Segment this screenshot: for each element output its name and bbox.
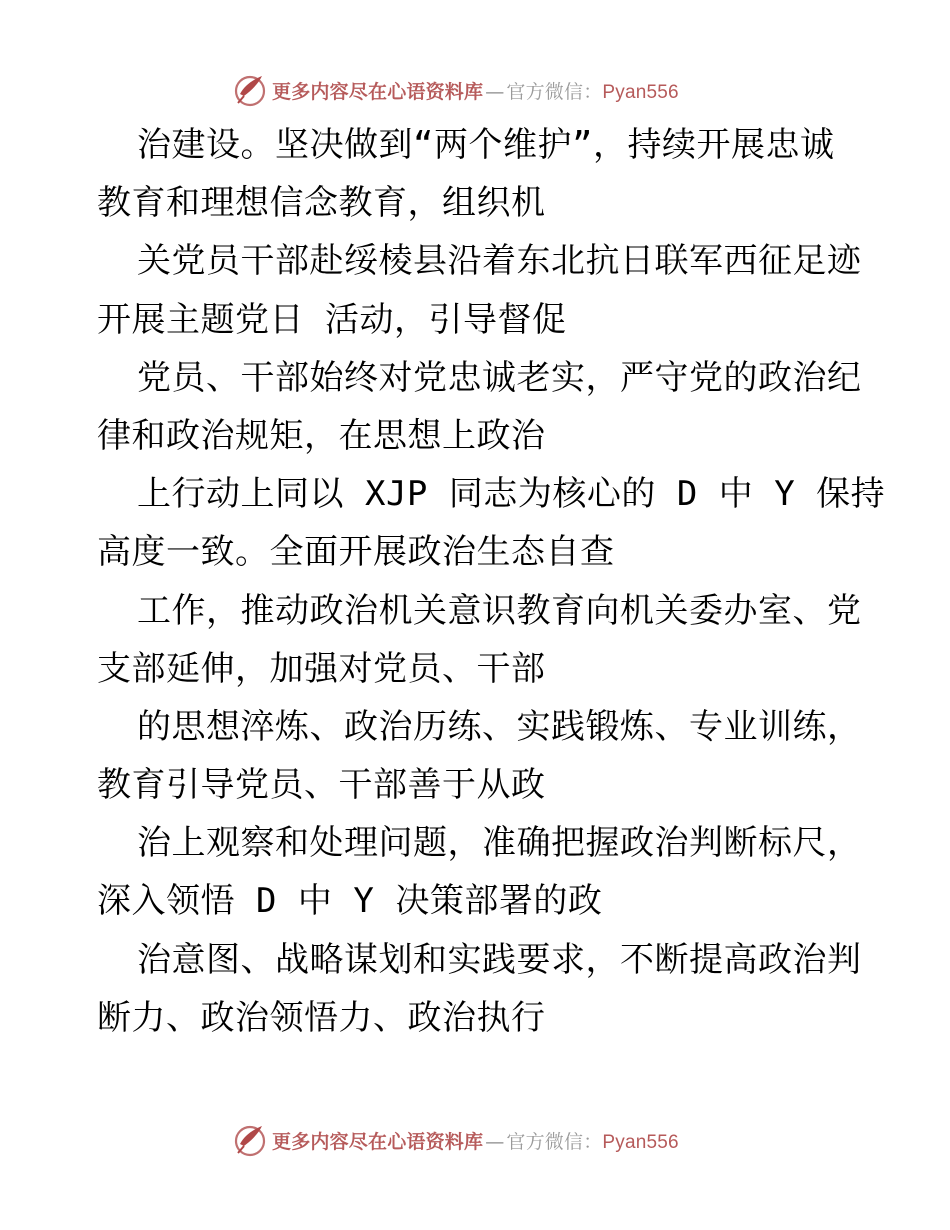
watermark-wechat-id: Pyan556 — [602, 81, 679, 103]
text-line: 断力、政治领悟力、政治执行 — [97, 997, 546, 1038]
text-line: 开展主题党日 活动，引导督促 — [97, 299, 567, 340]
watermark-brand: 更多内容尽在心语资料库 — [272, 1130, 484, 1153]
watermark-wechat-id: Pyan556 — [602, 1131, 679, 1153]
text-line: 工作，推动政治机关意识教育向机关委办室、党 — [137, 590, 862, 631]
quill-logo-icon — [232, 72, 268, 108]
text-line: 教育引导党员、干部善于从政 — [97, 765, 546, 806]
watermark-wechat-label: 官方微信： — [506, 1130, 603, 1153]
text-line: 治建设。坚决做到“两个维护”，持续开展忠诚 — [137, 125, 835, 165]
watermark-wechat-label: 官方微信： — [506, 80, 603, 103]
footer-watermark — [232, 1120, 712, 1160]
header-watermark — [232, 70, 712, 110]
text-line: 治意图、战略谋划和实践要求，不断提高政治判 — [137, 939, 862, 980]
watermark-dash: — — [485, 1130, 505, 1153]
text-line: 教育和理想信念教育，组织机 — [97, 183, 546, 224]
watermark-brand: 更多内容尽在心语资料库 — [272, 80, 484, 103]
text-line: 深入领悟 D 中 Y 决策部署的政 — [97, 881, 603, 922]
text-line: 的思想淬炼、政治历练、实践锻炼、专业训练， — [137, 706, 862, 747]
watermark-dash: — — [485, 80, 505, 103]
text-line: 高度一致。全面开展政治生态自查 — [97, 532, 615, 573]
text-line: 律和政治规矩，在思想上政治 — [97, 415, 546, 456]
text-line: 治上观察和处理问题，准确把握政治判断标尺， — [137, 823, 862, 864]
text-line: 上行动上同以 XJP 同志为核心的 D 中 Y 保持 — [137, 474, 886, 515]
text-line: 支部延伸，加强对党员、干部 — [97, 648, 546, 689]
text-line: 关党员干部赴绥棱县沿着东北抗日联军西征足迹 — [137, 241, 862, 282]
quill-logo-icon — [232, 1122, 268, 1158]
document-body — [97, 116, 886, 1047]
text-line: 党员、干部始终对党忠诚老实，严守党的政治纪 — [137, 357, 862, 398]
